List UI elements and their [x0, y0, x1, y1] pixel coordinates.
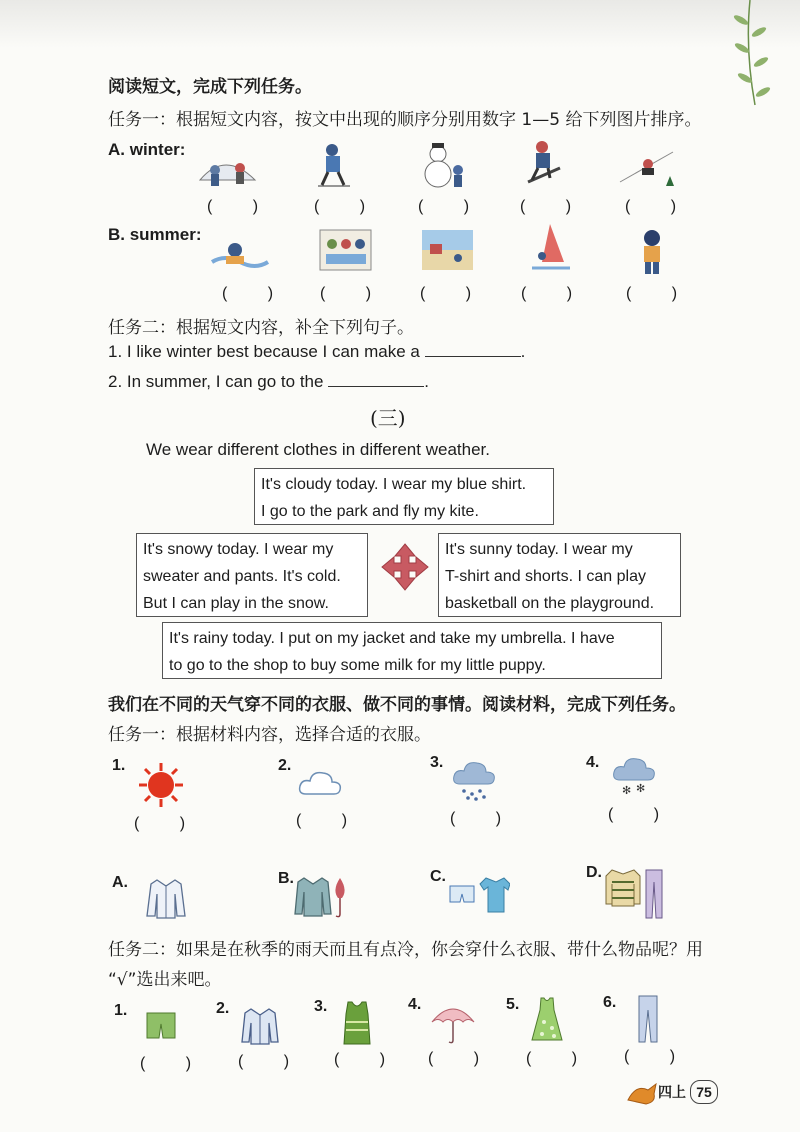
option-c-label: C.	[430, 868, 446, 885]
blue-shirt-icon	[240, 1006, 280, 1046]
four-way-arrow-icon	[380, 542, 430, 592]
task2-instruction: 任务二：根据短文内容，补全下列句子。	[108, 318, 414, 338]
grade-label: 四上	[658, 1085, 686, 1101]
cloudy-box	[254, 468, 554, 525]
green-shorts-icon	[144, 1010, 178, 1042]
item-answer-5[interactable]: ( )	[526, 1050, 596, 1067]
vest-icon	[340, 1000, 374, 1046]
sunny-line-3: basketball on the playground.	[445, 595, 655, 612]
sunny-box	[438, 533, 681, 617]
weather-answer-1[interactable]: ( )	[134, 815, 204, 832]
part3-task2-line1: 任务二：如果是在秋季的雨天而且有点冷，你会穿什么衣服、带什么物品呢？用	[108, 940, 703, 960]
winter-answer-5[interactable]: ( )	[625, 198, 695, 215]
row-b-label: B. summer:	[108, 225, 202, 244]
boy-picture-icon	[636, 228, 668, 278]
sunny-line-1: It's sunny today. I wear my	[445, 541, 633, 558]
winter-answer-1[interactable]: ( )	[207, 198, 277, 215]
weather-num-4: 4.	[586, 754, 600, 771]
weather-answer-4[interactable]: ( )	[608, 806, 678, 823]
item-answer-3[interactable]: ( )	[334, 1051, 404, 1068]
picnic-picture-icon	[318, 228, 373, 273]
item-answer-2[interactable]: ( )	[238, 1053, 308, 1070]
sentence-1-period: .	[520, 342, 526, 361]
item-num-2: 2.	[216, 1000, 230, 1017]
swimming-picture-icon	[210, 232, 270, 277]
reading-instruction: 阅读短文，完成下列任务。	[108, 77, 312, 97]
option-b-label: B.	[278, 870, 294, 887]
item-num-3: 3.	[314, 998, 328, 1015]
windsurfing-picture-icon	[528, 222, 573, 277]
sunny-line-2: T-shirt and shorts. I can play	[445, 568, 646, 585]
cloudy-line-2: I go to the park and fly my kite.	[261, 503, 479, 520]
snowy-line-2: sweater and pants. It's cold.	[143, 568, 341, 585]
item-num-6: 6.	[603, 994, 617, 1011]
task1-instruction: 任务一：根据短文内容，按文中出现的顺序分别用数字 1—5 给下列图片排序。	[108, 110, 702, 130]
snowman-picture-icon	[420, 140, 470, 190]
leaf-decoration-icon	[715, 0, 775, 110]
jacket-and-umbrella-icon	[294, 874, 352, 920]
item-answer-1[interactable]: ( )	[140, 1055, 210, 1072]
snowball-fight-picture-icon	[195, 140, 260, 190]
umbrella-icon	[430, 1002, 476, 1046]
summer-answer-5[interactable]: ( )	[626, 285, 696, 302]
beach-picture-icon	[420, 228, 475, 273]
option-a-label: A.	[112, 874, 128, 891]
summer-answer-1[interactable]: ( )	[222, 285, 292, 302]
cloud-icon	[298, 768, 344, 798]
item-num-4: 4.	[408, 996, 422, 1013]
item-answer-4[interactable]: ( )	[428, 1050, 498, 1067]
row-a-label: A. winter:	[108, 140, 186, 159]
fox-logo-icon	[626, 1080, 660, 1108]
svg-text:✻: ✻	[636, 782, 646, 795]
sentence-2-blank[interactable]	[328, 372, 424, 387]
summer-answer-3[interactable]: ( )	[420, 285, 490, 302]
rainy-line-1: It's rainy today. I put on my jacket and take my umbrella. I have	[169, 630, 615, 647]
ski-slope-picture-icon	[618, 142, 678, 190]
sun-icon	[138, 762, 184, 808]
summer-answer-4[interactable]: ( )	[521, 285, 591, 302]
sentence-2-period: .	[424, 372, 429, 391]
winter-answer-3[interactable]: ( )	[418, 198, 488, 215]
part3-instruction: 我们在不同的天气穿不同的衣服、做不同的事情。阅读材料，完成下列任务。	[108, 695, 686, 715]
rainy-line-2: to go to the shop to buy some milk for my little puppy.	[169, 657, 546, 674]
sentence-1-text: 1. I like winter best because I can make a	[108, 342, 420, 361]
page-top-shadow	[0, 0, 800, 48]
snowy-line-3: But I can play in the snow.	[143, 595, 329, 612]
weather-num-2: 2.	[278, 757, 292, 774]
winter-answer-2[interactable]: ( )	[314, 198, 384, 215]
option-d-label: D.	[586, 864, 602, 881]
item-num-5: 5.	[506, 996, 520, 1013]
section-title: (三)	[370, 406, 406, 430]
sweater-and-pants-icon	[604, 866, 664, 920]
weather-num-1: 1.	[112, 757, 126, 774]
page-number: 75	[690, 1080, 718, 1104]
sentence-2-text: 2. In summer, I can go to the	[108, 372, 324, 391]
shorts-and-tshirt-icon	[446, 872, 510, 916]
part3-task1: 任务一：根据材料内容，选择合适的衣服。	[108, 725, 431, 745]
cloudy-line-1: It's cloudy today. I wear my blue shirt.	[261, 476, 527, 493]
sentence-1	[108, 342, 525, 362]
winter-answer-4[interactable]: ( )	[520, 198, 590, 215]
item-num-1: 1.	[114, 1002, 128, 1019]
weather-num-3: 3.	[430, 754, 444, 771]
rain-cloud-icon	[452, 760, 498, 802]
item-answer-6[interactable]: ( )	[624, 1048, 694, 1065]
weather-answer-3[interactable]: ( )	[450, 810, 520, 827]
dress-icon	[530, 996, 564, 1044]
part3-intro: We wear different clothes in different weather.	[146, 440, 490, 459]
svg-text:✻: ✻	[622, 784, 632, 797]
weather-answer-2[interactable]: ( )	[296, 812, 366, 829]
part3-task2-line2: “√”选出来吧。	[108, 970, 222, 990]
shirt-icon	[145, 876, 187, 920]
summer-answer-2[interactable]: ( )	[320, 285, 390, 302]
snowy-box	[136, 533, 368, 617]
snowy-line-1: It's snowy today. I wear my	[143, 541, 334, 558]
sledding-picture-icon	[520, 138, 570, 190]
pants-icon	[636, 994, 660, 1044]
skating-picture-icon	[310, 140, 360, 190]
rainy-box	[162, 622, 662, 679]
snow-cloud-icon	[612, 756, 658, 798]
sentence-1-blank[interactable]	[425, 342, 521, 357]
sentence-2	[108, 372, 429, 392]
